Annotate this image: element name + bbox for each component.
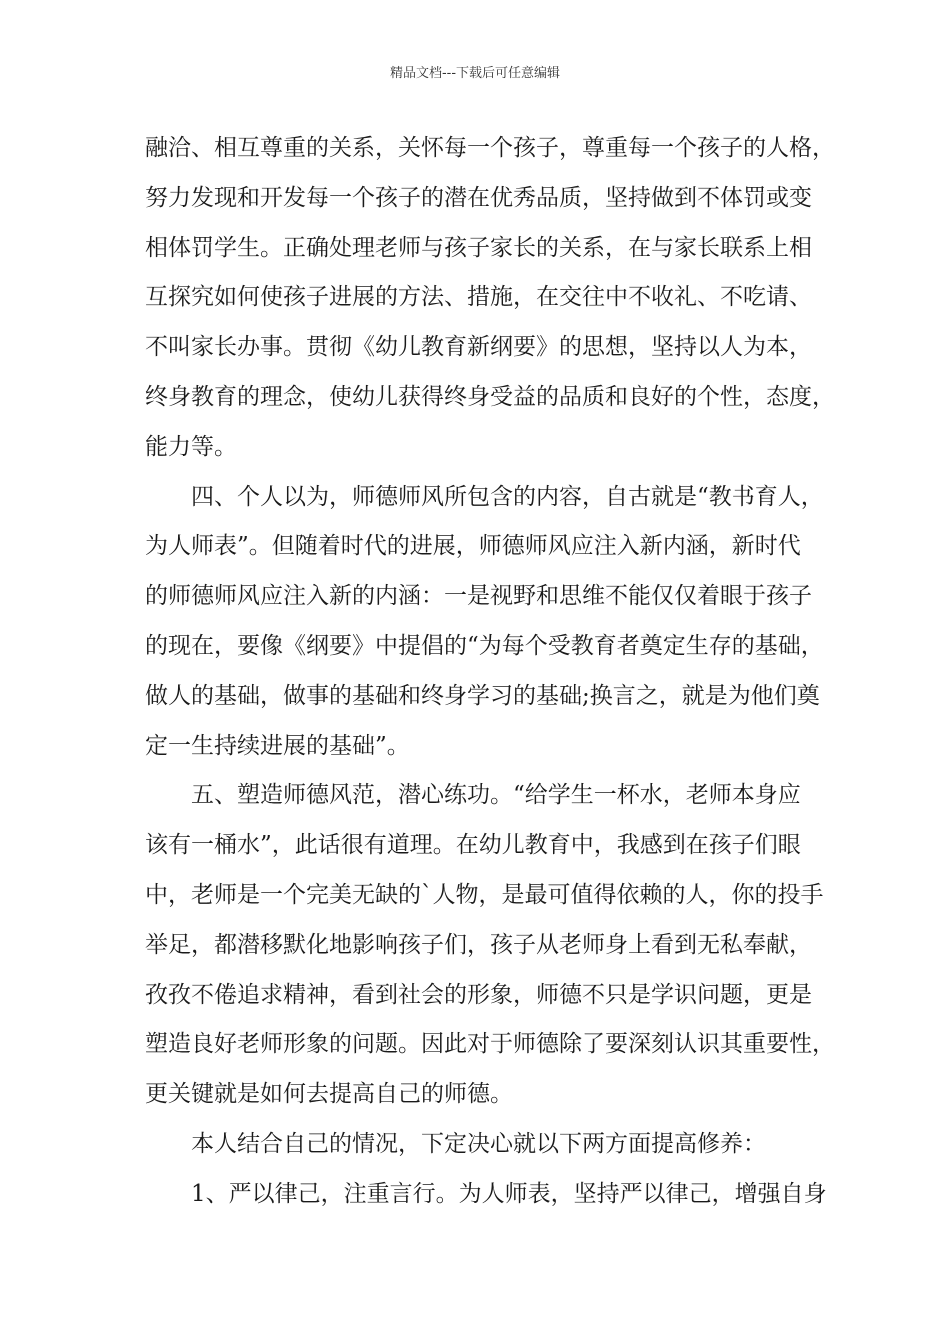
text-line: 举足，都潜移默化地影响孩子们，孩子从老师身上看到无私奉献， [145,931,812,958]
paragraph-start-line: 四、个人以为，师德师风所包含的内容，自古就是“教书育人， [191,483,824,510]
text-line: 相体罚学生。正确处理老师与孩子家长的关系，在与家长联系上相 [145,234,812,261]
text-line: 孜孜不倦追求精神，看到社会的形象，师德不只是学识问题，更是 [145,981,812,1008]
text-line: 的现在，要像《纲要》中提倡的“为每个受教育者奠定生存的基础， [145,632,824,659]
text-line: 努力发现和开发每一个孩子的潜在优秀品质，坚持做到不体罚或变 [145,184,812,211]
paragraph-start-line: 1、严以律己，注重言行。为人师表，坚持严以律己，增强自身 [191,1180,827,1207]
text-line: 做人的基础，做事的基础和终身学习的基础;换言之，就是为他们奠 [145,682,820,709]
text-line: 定一生持续进展的基础”。 [145,732,410,759]
text-line: 更关键就是如何去提高自己的师德。 [145,1081,513,1108]
text-line: 为人师表”。但随着时代的进展，师德师风应注入新内涵，新时代 [145,533,801,560]
page-header: 精品文档---下载后可任意编辑 [389,66,561,81]
text-line: 该有一桶水”，此话很有道理。在幼儿教育中，我感到在孩子们眼 [145,832,801,859]
text-line: 终身教育的理念，使幼儿获得终身受益的品质和良好的个性，态度， [145,383,835,410]
text-line: 塑造良好老师形象的问题。因此对于师德除了要深刻认识其重要性， [145,1031,835,1058]
paragraph-start-line: 五、塑造师德风范，潜心练功。“给学生一杯水，老师本身应 [191,782,801,809]
text-line: 融洽、相互尊重的关系，关怀每一个孩子，尊重每一个孩子的人格， [145,135,835,161]
text-line: 的师德师风应注入新的内涵：一是视野和思维不能仅仅着眼于孩子 [145,583,812,610]
paragraph-start-line: 本人结合自己的情况，下定决心就以下两方面提高修养： [191,1130,766,1157]
document-body [145,130,835,1226]
text-line: 中，老师是一个完美无缺的`人物，是最可值得依赖的人，你的投手 [145,881,824,908]
text-line: 不叫家长办事。贯彻《幼儿教育新纲要》的思想，坚持以人为本， [145,334,812,361]
text-line: 互探究如何使孩子进展的方法、措施，在交往中不收礼、不吃请、 [145,284,812,311]
text-line: 能力等。 [145,433,237,460]
